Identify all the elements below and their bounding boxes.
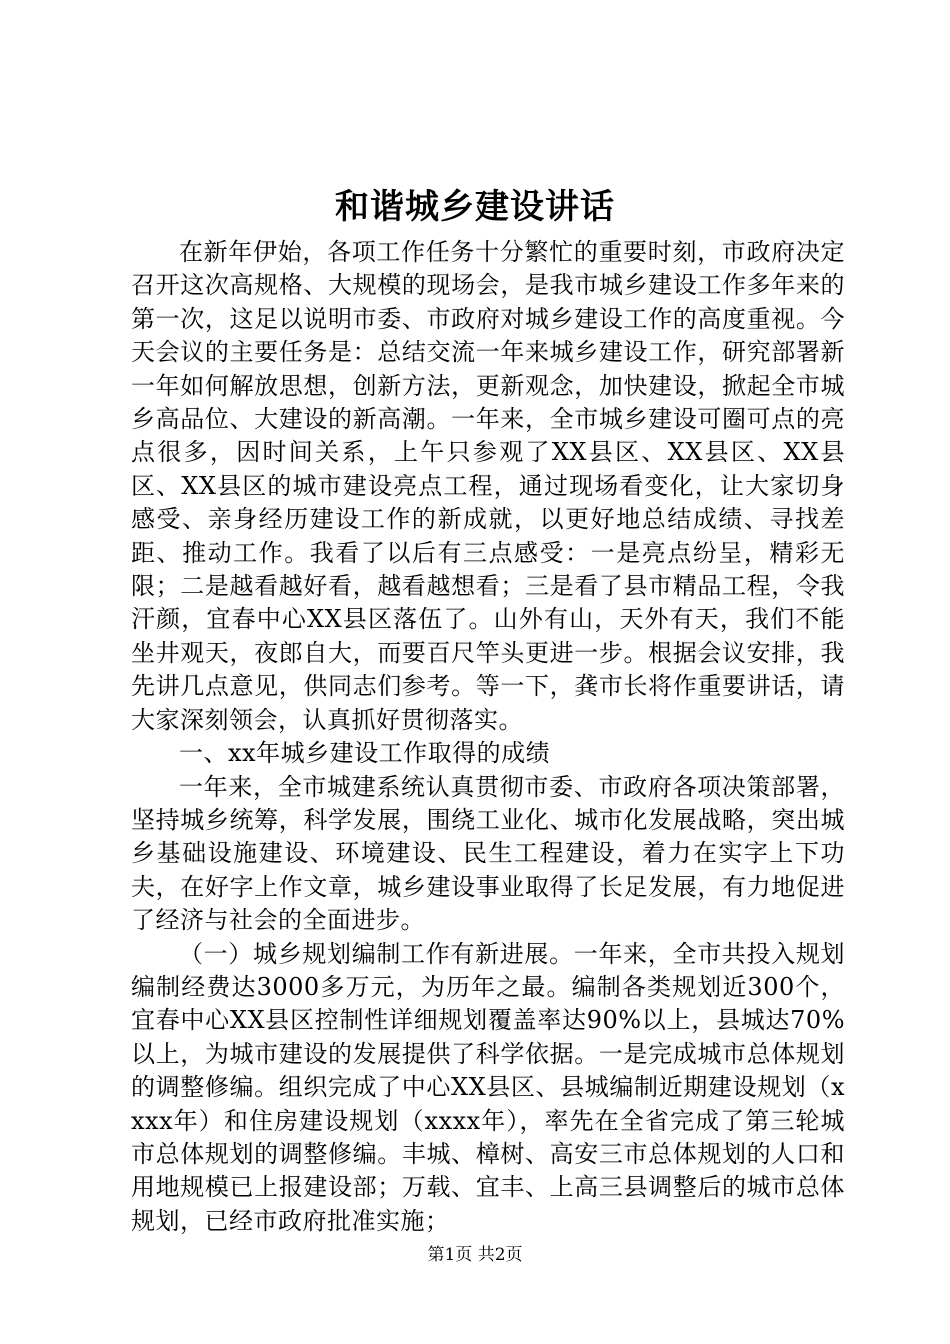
page-indicator: 第1页 共2页 <box>427 1245 523 1265</box>
document-title: 和谐城乡建设讲话 <box>335 187 615 227</box>
planning-paragraph: （一）城乡规划编制工作有新进展。一年来，全市共投入规划编制经费达3000多万元，为历年之最。编制各类规划近300个，宜春中心XX县区控制性详细规划覆盖率达90%以上，县城达70%以上，为城市建设的发展提供了科学依据。一是完成城市总体规划的调整修编。组织完成了中心XX县区、县城编制近期建设规划（xxxx年）和住房建设规划（xxxx年），率先在全省完成了第三轮城市总体规划的调整修编。丰城、樟树、高安三市总体规划的人口和用地规模已上报建设部；万载、宜丰、上高三县调整后的城市总体规划，已经市政府批准实施； <box>131 939 845 1235</box>
document-body <box>131 236 845 1238</box>
section-intro-paragraph: 一年来，全市城建系统认真贯彻市委、市政府各项决策部署，坚持城乡统筹，科学发展，围绕工业化、城市化发展战略，突出城乡基础设施建设、环境建设、民生工程建设，着力在实字上下功夫，在好字上作文章，城乡建设事业取得了长足发展，有力地促进了经济与社会的全面进步。 <box>131 772 845 935</box>
intro-paragraph: 在新年伊始，各项工作任务十分繁忙的重要时刻，市政府决定召开这次高规格、大规模的现场会，是我市城乡建设工作多年来的第一次，这足以说明市委、市政府对城乡建设工作的高度重视。今天会议的主要任务是：总结交流一年来城乡建设工作，研究部署新一年如何解放思想，创新方法，更新观念，加快建设，掀起全市城乡高品位、大建设的新高潮。一年来，全市城乡建设可圈可点的亮点很多，因时间关系，上午只参观了XX县区、XX县区、XX县区、XX县区的城市建设亮点工程，通过现场看变化，让大家切身感受、亲身经历建设工作的新成就，以更好地总结成绩、寻找差距、推动工作。我看了以后有三点感受：一是亮点纷呈，精彩无限；二是越看越好看，越看越想看；三是看了县市精品工程，令我汗颜，宜春中心XX县区落伍了。山外有山，天外有天，我们不能坐井观天，夜郎自大，而要百尺竿头更进一步。根据会议安排，我先讲几点意见，供同志们参考。等一下，龚市长将作重要讲话，请大家深刻领会，认真抓好贯彻落实。 <box>131 238 845 734</box>
section-heading: 一、xx年城乡建设工作取得的成绩 <box>179 739 551 768</box>
